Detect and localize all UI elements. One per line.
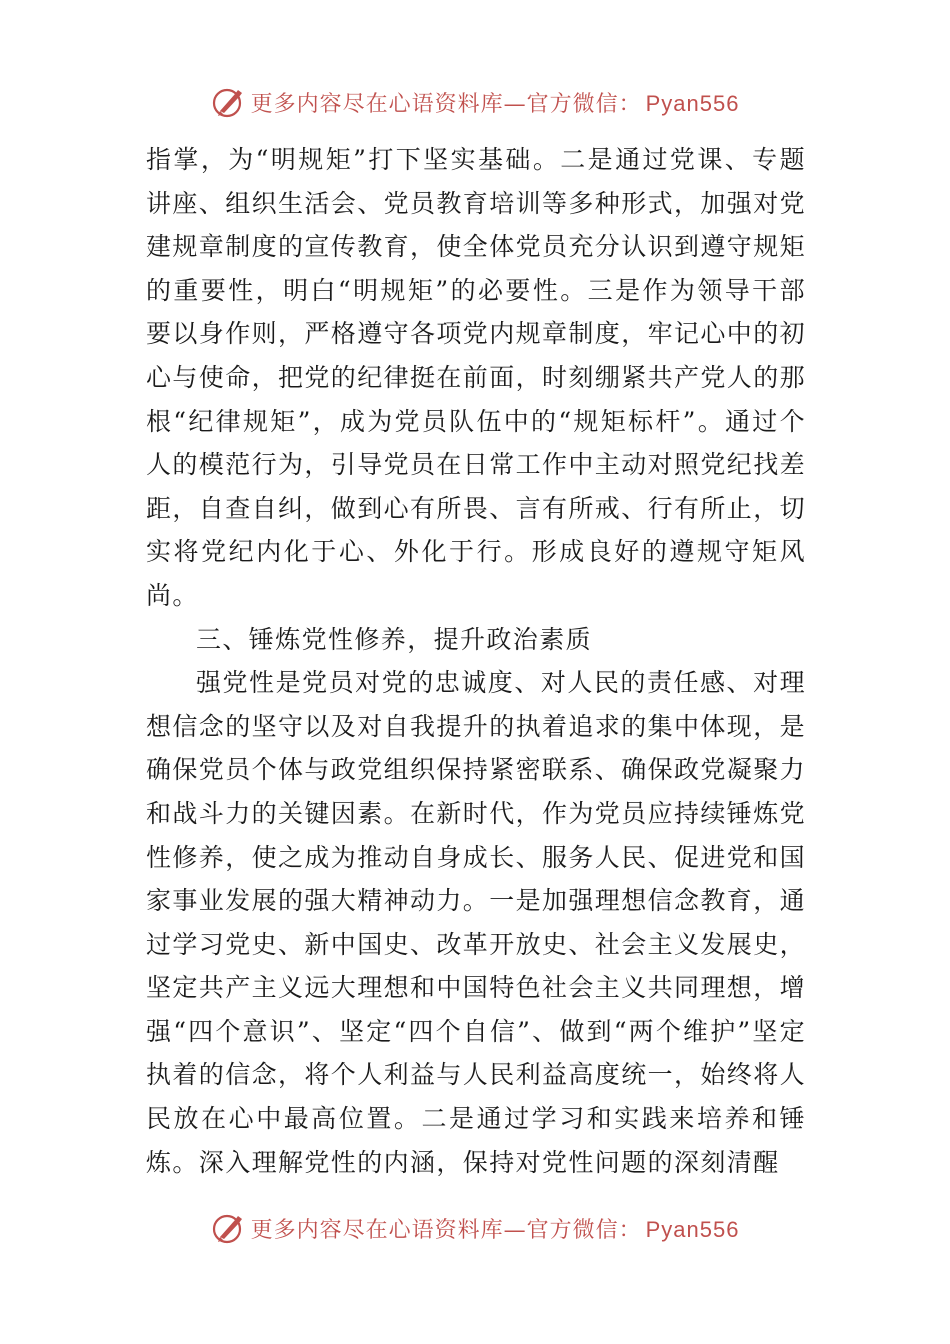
watermark-wechat-id: Pyan556 <box>645 90 740 116</box>
section-heading: 三、锤炼党性修养，提升政治素质 <box>196 624 593 654</box>
watermark-text: 更多内容尽在心语资料库—官方微信： Pyan556 <box>250 1216 740 1243</box>
pen-nib-seal-icon <box>211 1211 245 1245</box>
body-paragraph-1: 指掌，为“明规矩”打下坚实基础。二是通过党课、专题讲座、组织生活会、党员教育培训等多种形式，加强对党建规章制度的宣传教育，使全体党员充分认识到遵守规矩的重要性，明白“明规矩”的必要性。三是作为领导干部要以身作则，严格遵守各项党内规章制度，牢记心中的初心与使命，把党的纪律挺在前面，时刻绷紧共产党人的那根“纪律规矩”，成为党员队伍中的“规矩标杆”。通过个人的模范行为，引导党员在日常工作中主动对照党纪找差距，自查自纠，做到心有所畏、言有所戒、行有所止，切实将党纪内化于心、外化于行。形成良好的遵规守矩风尚。 <box>146 145 807 610</box>
watermark-text: 更多内容尽在心语资料库—官方微信： Pyan556 <box>250 90 740 117</box>
body-paragraph-2: 强党性是党员对党的忠诚度、对人民的责任感、对理想信念的坚守以及对自我提升的执着追求的集中体现，是确保党员个体与政党组织保持紧密联系、确保政党凝聚力和战斗力的关键因素。在新时代，作为党员应持续锤炼党性修养，使之成为推动自身成长、服务人民、促进党和国家事业发展的强大精神动力。一是加强理想信念教育，通过学习党史、新中国史、改革开放史、社会主义发展史，坚定共产主义远大理想和中国特色社会主义共同理想，增强“四个意识”、坚定“四个自信”、做到“两个维护”坚定执着的信念，将个人利益与人民利益高度统一，始终将人民放在心中最高位置。二是通过学习和实践来培养和锤炼。深入理解党性的内涵，保持对党性问题的深刻清醒 <box>146 668 807 1177</box>
pen-nib-seal-icon <box>211 85 245 119</box>
document-body <box>146 138 806 1184</box>
footer-watermark <box>0 1208 950 1248</box>
watermark-wechat-id: Pyan556 <box>645 1216 740 1242</box>
header-watermark <box>0 82 950 122</box>
